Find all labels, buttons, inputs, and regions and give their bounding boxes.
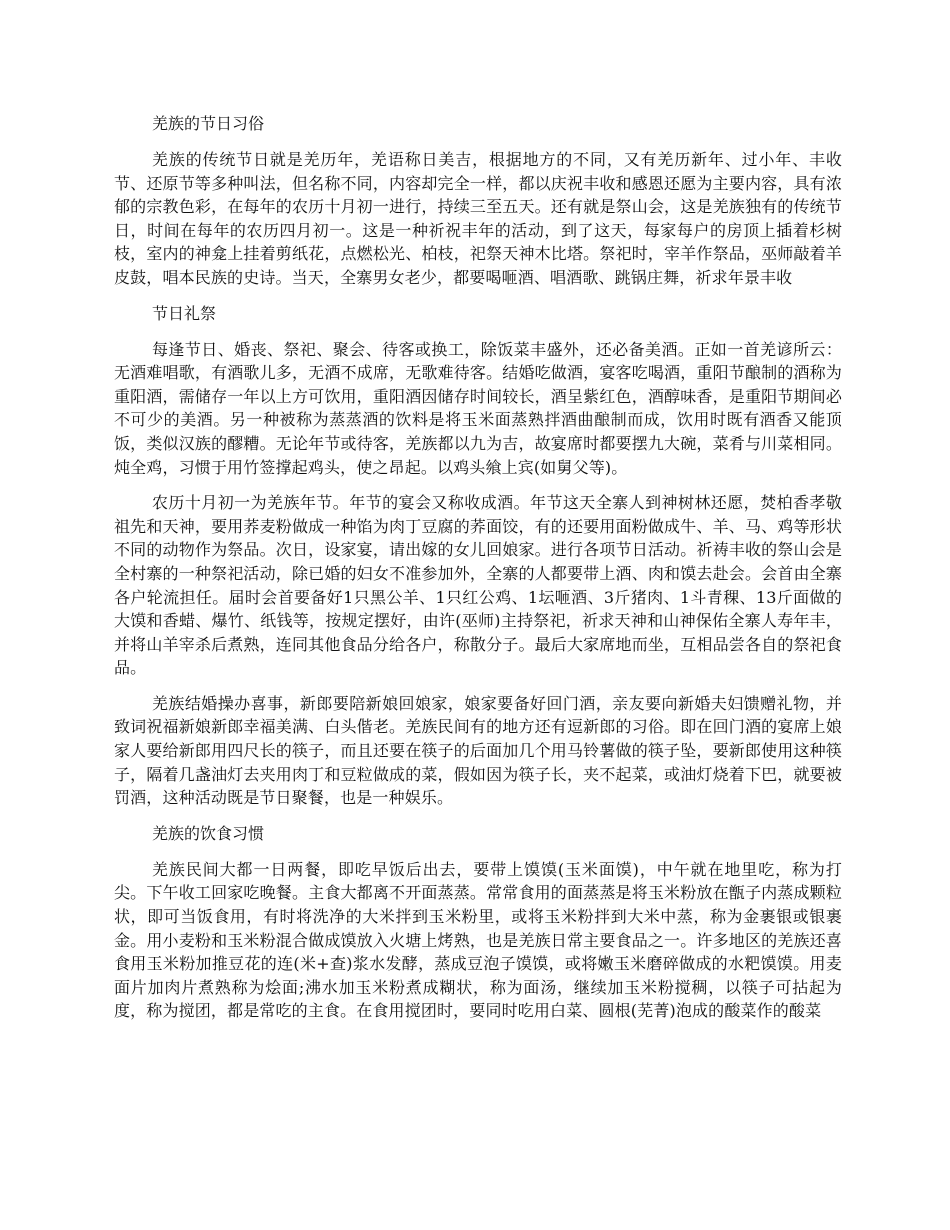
paragraph-tenth-month-festival: 农历十月初一为羌族年节。年节的宴会又称收成酒。年节这天全寨人到神树林还愿，焚柏香孝敬祖先和天神，要用荞麦粉做成一种馅为肉丁豆腐的荞面饺，有的还要用面粉做成牛、羊、马、鸡等形状不同的动物作为祭品。次日，设家宴，请出嫁的女儿回娘家。进行各项节日活动。祈祷丰收的祭山会是全村寨的一种祭祀活动，除已婚的妇女不准参加外，全寨的人都要带上酒、肉和馍去赴会。会首由全寨各户轮流担任。届时会首要备好1只黑公羊、1只红公鸡、1坛咂酒、3斤猪肉、1斗青稞、13斤面做的大馍和香蜡、爆竹、纸钱等，按规定摆好，由许(巫师)主持祭祀，祈求天神和山神保佑全寨人寿年丰，并将山羊宰杀后煮熟，连同其他食品分给各户，称散分子。最后大家席地而坐，互相品尝各自的祭祀食品。 — [114, 493, 842, 678]
paragraph-daily-meals: 羌族民间大都一日两餐，即吃早饭后出去，要带上馍馍(玉米面馍)，中午就在地里吃，称为打尖。下午收工回家吃晚餐。主食大都离不开面蒸蒸。常常食用的面蒸蒸是将玉米粉放在甑子内蒸成颗粒状，即可当饭食用，有时将洗净的大米拌到玉米粉里，或将玉米粉拌到大米中蒸，称为金裹银或银裹金。用小麦粉和玉米粉混合做成馍放入火塘上烤熟，也是羌族日常主要食品之一。许多地区的羌族还喜食用玉米粉加推豆花的连(米+查)浆水发酵，蒸成豆泡子馍馍，或将嫩玉米磨碎做成的水粑馍馍。用麦面片加肉片煮熟称为烩面;沸水加玉米粉煮成糊状，称为面汤，继续加玉米粉搅稠，以筷子可拈起为度，称为搅团，都是常吃的主食。在食用搅团时，要同时吃用白菜、圆根(芜菁)泡成的酸菜作的酸菜 — [114, 859, 842, 1021]
section-heading-festival-rites: 节日礼祭 — [152, 303, 217, 323]
paragraph-qiang-new-year: 羌族的传统节日就是羌历年，羌语称日美吉，根据地方的不同，又有羌历新年、过小年、丰收节、还原节等多种叫法，但名称不同，内容却完全一样，都以庆祝丰收和感恩还愿为主要内容，具有浓郁的宗教色彩，在每年的农历十月初一进行，持续三至五天。还有就是祭山会，这是羌族独有的传统节日，时间在每年的农历四月初一。这是一种祈祝丰年的活动，到了这天，每家每户的房顶上插着杉树枝，室内的神龛上挂着剪纸花，点燃松光、柏枝，祀祭天神木比塔。祭祀时，宰羊作祭品，巫师敲着羊皮鼓，唱本民族的史诗。当天，全寨男女老少，都要喝咂酒、唱酒歌、跳锅庄舞，祈求年景丰收 — [114, 150, 842, 287]
section-heading-diet-habits: 羌族的饮食习惯 — [152, 823, 265, 843]
paragraph-wedding-customs: 羌族结婚操办喜事，新郎要陪新娘回娘家，娘家要备好回门酒，亲友要向新婚夫妇馈赠礼物，并致词祝福新娘新郎幸福美满、白头偕老。羌族民间有的地方还有逗新郎的习俗。即在回门酒的宴席上娘家人要给新郎用四尺长的筷子，而且还要在筷子的后面加几个用马铃薯做的筷子坠，要新郎使用这种筷子，隔着几盏油灯去夹用肉丁和豆粒做成的菜，假如因为筷子长，夹不起菜，或油灯烧着下巴，就要被罚酒，这种活动既是节日聚餐，也是一种娱乐。 — [114, 693, 842, 808]
document-page — [114, 112, 842, 1035]
paragraph-festival-wine: 每逢节日、婚丧、祭祀、聚会、待客或换工，除饭菜丰盛外，还必备美酒。正如一首羌谚所云：无酒难唱歌，有酒歌儿多，无酒不成席，无歌难待客。结婚吃做酒，宴客吃喝酒，重阳节酿制的酒称为重阳酒，需储存一年以上方可饮用，重阳酒因储存时间较长，酒呈紫红色，酒醇味香，是重阳节期间必不可少的美酒。另一种被称为蒸蒸酒的饮料是将玉米面蒸熟拌酒曲酿制而成，饮用时既有酒香又能顶饭，类似汉族的醪糟。无论年节或待客，羌族都以九为吉，故宴席时都要摆九大碗，菜肴与川菜相同。炖全鸡，习惯于用竹签撑起鸡头，使之昂起。以鸡头飨上宾(如舅父等)。 — [114, 339, 842, 477]
section-heading-festival-customs: 羌族的节日习俗 — [152, 114, 265, 133]
